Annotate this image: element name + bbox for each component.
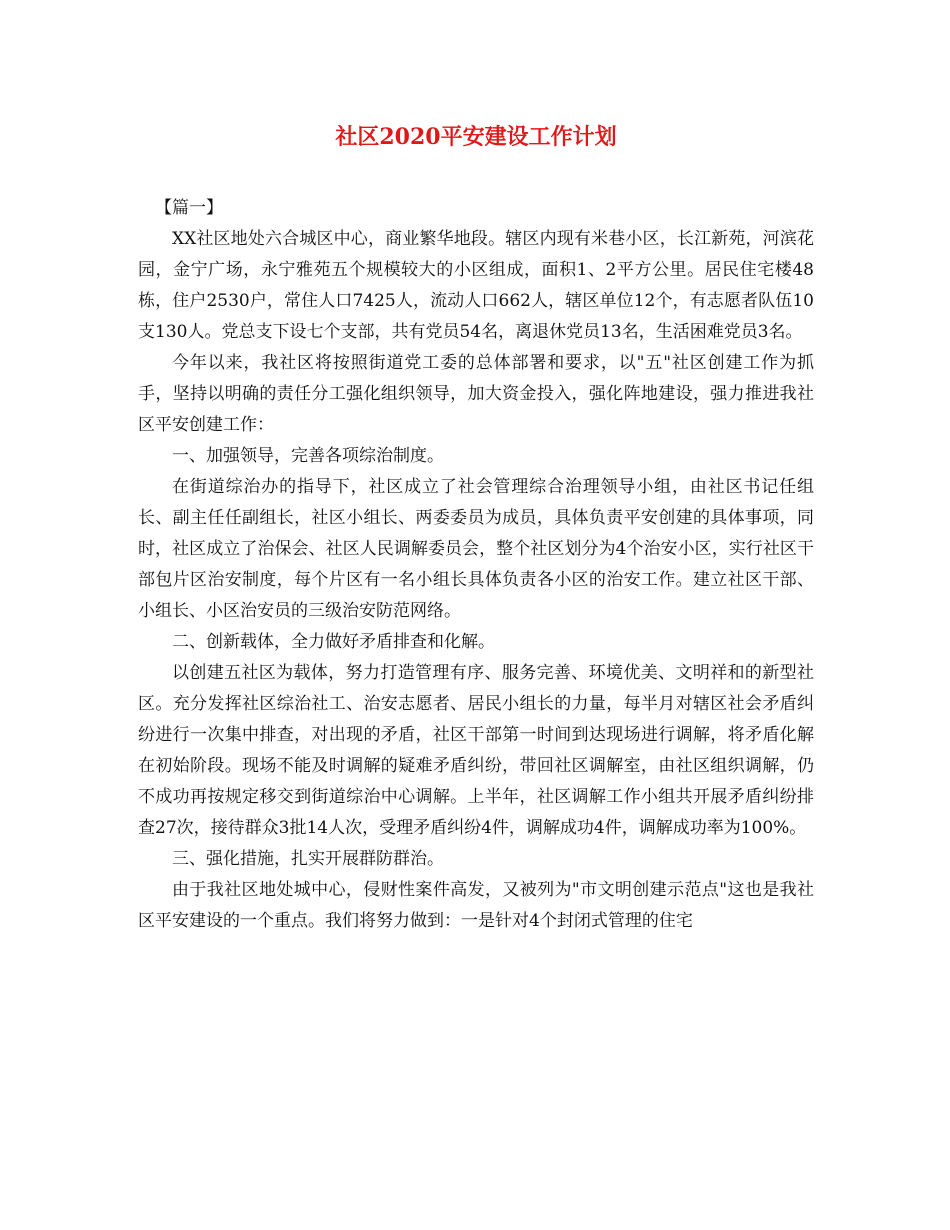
- document-body: [138, 193, 814, 937]
- paragraph-intro: XX社区地处六合城区中心，商业繁华地段。辖区内现有米巷小区，长江新苑，河滨花园，金宁广场，永宁雅苑五个规模较大的小区组成，面积1、2平方公里。居民住宅楼48栋，住户2530户，常住人口7425人，流动人口662人，辖区单位12个，有志愿者队伍10支130人。党总支下设七个支部，共有党员54名，离退休党员13名，生活困难党员3名。: [138, 229, 814, 342]
- paragraph-overview: 今年以来，我社区将按照街道党工委的总体部署和要求，以"五"社区创建工作为抓手，坚持以明确的责任分工强化组织领导，加大资金投入，强化阵地建设，强力推进我社区平安创建工作：: [138, 353, 814, 435]
- section-label: 【篇一】: [155, 198, 223, 218]
- heading-section-1: 一、加强领导，完善各项综治制度。: [172, 446, 444, 466]
- document-title: 社区2020平安建设工作计划: [335, 124, 617, 150]
- paragraph-section-2: 以创建五社区为载体，努力打造管理有序、服务完善、环境优美、文明祥和的新型社区。充分发挥社区综治社工、治安志愿者、居民小组长的力量，每半月对辖区社会矛盾纠纷进行一次集中排查，对出现的矛盾，社区干部第一时间到达现场进行调解，将矛盾化解在初始阶段。现场不能及时调解的疑难矛盾纠纷，带回社区调解室，由社区组织调解，仍不成功再按规定移交到街道综治中心调解。上半年，社区调解工作小组共开展矛盾纠纷排查27次，接待群众3批14人次，受理矛盾纠纷4件，调解成功4件，调解成功率为100%。: [138, 663, 814, 838]
- heading-section-3: 三、强化措施，扎实开展群防群治。: [172, 849, 444, 869]
- paragraph-section-3: 由于我社区地处城中心，侵财性案件高发，又被列为"市文明创建示范点"这也是我社区平安建设的一个重点。我们将努力做到：一是针对4个封闭式管理的住宅: [138, 880, 814, 931]
- heading-section-2: 二、创新载体，全力做好矛盾排查和化解。: [172, 632, 495, 652]
- paragraph-section-1: 在街道综治办的指导下，社区成立了社会管理综合治理领导小组，由社区书记任组长、副主任任副组长，社区小组长、两委委员为成员，具体负责平安创建的具体事项，同时，社区成立了治保会、社区人民调解委员会，整个社区划分为4个治安小区，实行社区干部包片区治安制度，每个片区有一名小组长具体负责各小区的治安工作。建立社区干部、小组长、小区治安员的三级治安防范网络。: [138, 477, 814, 621]
